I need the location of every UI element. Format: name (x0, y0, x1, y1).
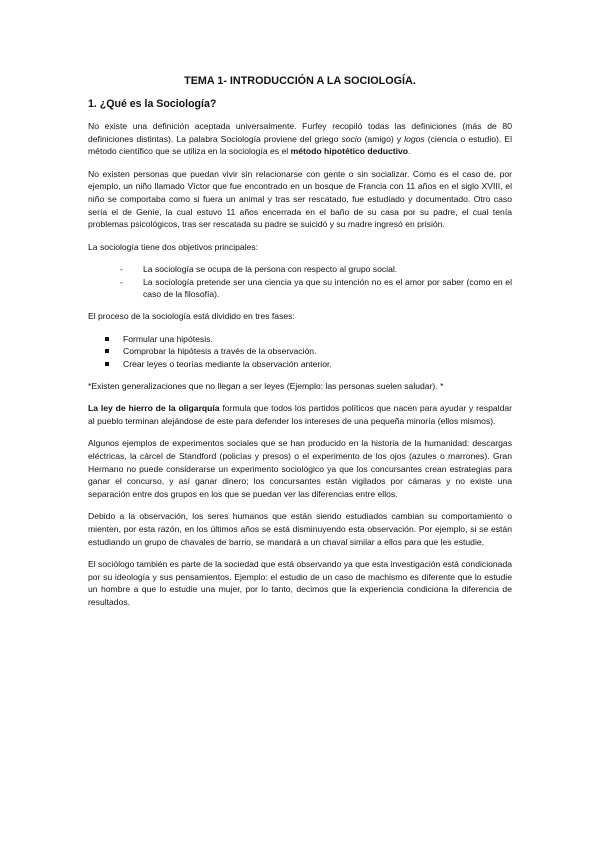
term-iron-law: La ley de hierro de la oligarquía (88, 403, 220, 414)
list-item: - La sociología pretende ser una ciencia ya que su intención no es el amor por saber (como en el caso de la filosofía). (88, 276, 512, 301)
phases-list (88, 333, 512, 371)
list-item: - La sociología se ocupa de la persona con respecto al grupo social. (88, 263, 512, 276)
list-item: Comprobar la hipótesis a través de la observación. (88, 345, 512, 358)
objectives-list (88, 263, 512, 301)
paragraph-experiments: Algunos ejemplos de experimentos sociales que se han producido en la historia de la humanidad: descargas eléctricas, la cárcel de Standford (policías y presos) o el experimento de los ojos (azules o marrones). Gran Hermano no puede considerarse un experimento sociológico ya que los concursantes crean estrategias para ganar el concurso, y así ganar dinero; los concursantes están vigilados por cámaras y no existe una separación entre dos grupos en los que se puedan ver las diferencias entre ellos. (88, 438, 512, 500)
term-method: método hipotético deductivo (290, 146, 409, 157)
paragraph-definition: No existe una definición aceptada universalmente. Furfey recopiló todas las definiciones (más de 80 definiciones distintas). La palabra Sociología proviene del griego socio (amigo) y logos (ciencia o estudio). El método científico que se utiliza en la sociología es el método hipotético deductivo. (88, 121, 512, 157)
list-item: Formular una hipótesis. (88, 333, 512, 346)
term-socio: socio (341, 133, 362, 144)
list-item: Crear leyes o teorías mediante la observación anterior. (88, 358, 512, 371)
paragraph-objectives-intro: La sociología tiene dos objetivos principales: (88, 241, 259, 252)
paragraph-sociologist: El sociólogo también es parte de la sociedad que está observando ya que esta investigación está condicionada por su ideología y sus pensamientos. Ejemplo: el estudio de un caso de machismo es diferente que lo estudie un hombre a que lo estudie una mujer, por lo tanto, decimos que la experiencia condiciona la diferencia de resultados. (88, 558, 512, 608)
paragraph-phases-intro: El proceso de la sociología está dividido en tres fases: (88, 311, 295, 322)
paragraph-generalizations-note: *Existen generalizaciones que no llegan a ser leyes (Ejemplo: las personas suelen saludar). * (88, 381, 444, 392)
section-heading: 1. ¿Qué es la Sociología? (88, 98, 217, 110)
paragraph-socialization: No existen personas que puedan vivir sin relacionarse con gente o sin socializar. Como es el caso de, por ejemplo, un niño llamado Víctor que fue encontrado en un bosque de Francia con 11 años en el siglo XVIII, el niño se comportaba como si fuera un animal y tras ser rescatado, fue estudiado y documentado. Otro caso sería el de Genie, la cual estuvo 11 años encerrada en el baño de su casa por su padre, el cual tenía problemas psicológicos, tras ser rescatada su padre se suicidó y su madre ingresó en prisión. (88, 168, 512, 230)
paragraph-iron-law: La ley de hierro de la oligarquía formula que todos los partidos políticos que nacen para ayudar y respaldar al pueblo terminan alejándose de este para defender los intereses de una pequeña minoría (ellos mismos). (88, 403, 512, 427)
page-title: TEMA 1- INTRODUCCIÓN A LA SOCIOLOGÍA. (184, 75, 416, 87)
term-logos: logos (404, 133, 425, 144)
paragraph-observation: Debido a la observación, los seres humanos que están siendo estudiados cambian su comportamiento o mienten, por esta razón, en los últimos años se está disminuyendo esta observación. Por ejemplo, si se están estudiando un grupo de chavales de barrio, se mandará a un chaval similar a ellos para que les estudie. (88, 511, 512, 547)
